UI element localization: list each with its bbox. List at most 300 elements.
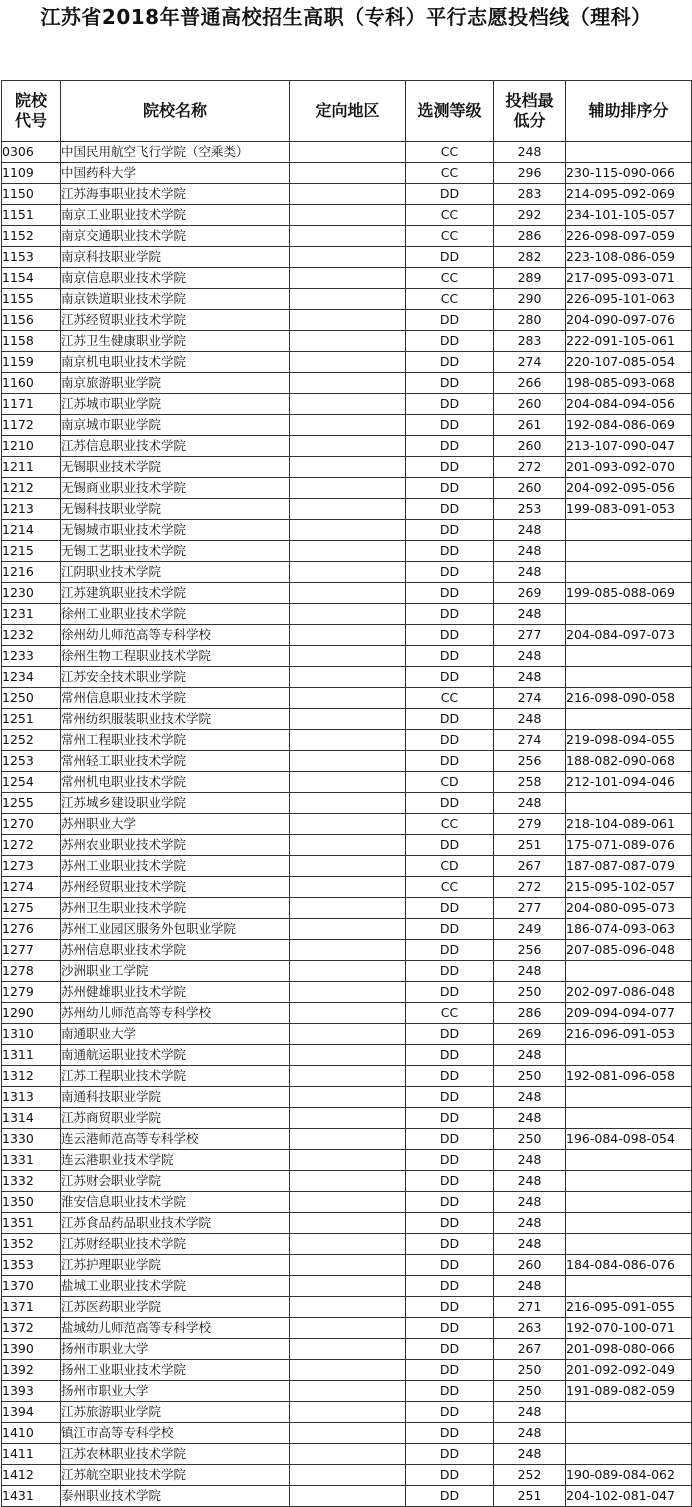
table-row: [2, 709, 692, 730]
cell-region: [290, 1150, 406, 1171]
cell-test-level: DD: [406, 1066, 494, 1087]
cell-test-level: DD: [406, 562, 494, 583]
cell-region: [290, 982, 406, 1003]
table-row: [2, 394, 692, 415]
cell-aux-sort-score: 226-095-101-063: [566, 289, 692, 310]
cell-aux-sort-score: 192-084-086-069: [566, 415, 692, 436]
cell-min-score: 248: [494, 541, 566, 562]
table-row: [2, 436, 692, 457]
cell-region: [290, 1255, 406, 1276]
table-row: [2, 1150, 692, 1171]
cell-region: [290, 961, 406, 982]
cell-school-code: 1276: [2, 919, 61, 940]
cell-region: [290, 625, 406, 646]
cell-school-name: 南京科技职业学院: [61, 247, 290, 268]
cell-school-code: 1279: [2, 982, 61, 1003]
cell-school-name: 苏州工业职业技术学院: [61, 856, 290, 877]
cell-region: [290, 457, 406, 478]
cell-school-code: 1151: [2, 205, 61, 226]
cell-region: [290, 1066, 406, 1087]
cell-min-score: 266: [494, 373, 566, 394]
cell-min-score: 248: [494, 1192, 566, 1213]
cell-aux-sort-score: 218-104-089-061: [566, 814, 692, 835]
cell-aux-sort-score: 204-084-094-056: [566, 394, 692, 415]
cell-test-level: DD: [406, 625, 494, 646]
cell-aux-sort-score: 204-080-095-073: [566, 898, 692, 919]
table-row: [2, 982, 692, 1003]
cell-test-level: DD: [406, 478, 494, 499]
cell-region: [290, 1276, 406, 1297]
cell-region: [290, 1423, 406, 1444]
table-row: [2, 1129, 692, 1150]
cell-aux-sort-score: [566, 1402, 692, 1423]
cell-min-score: 248: [494, 1087, 566, 1108]
cell-min-score: 252: [494, 1465, 566, 1486]
table-row: [2, 1213, 692, 1234]
cell-school-name: 中国民用航空飞行学院（空乘类）: [61, 142, 290, 163]
table-row: [2, 793, 692, 814]
cell-test-level: CC: [406, 814, 494, 835]
page-title: 江苏省2018年普通高校招生高职（专科）平行志愿投档线（理科）: [40, 5, 652, 29]
cell-school-code: 1250: [2, 688, 61, 709]
cell-test-level: CC: [406, 877, 494, 898]
cell-test-level: DD: [406, 1087, 494, 1108]
cell-test-level: DD: [406, 583, 494, 604]
cell-school-code: 1390: [2, 1339, 61, 1360]
cell-region: [290, 268, 406, 289]
cell-school-name: 扬州市职业大学: [61, 1339, 290, 1360]
cell-aux-sort-score: 201-098-080-066: [566, 1339, 692, 1360]
cell-school-name: 南京旅游职业学院: [61, 373, 290, 394]
cell-school-name: 无锡商业职业技术学院: [61, 478, 290, 499]
cell-min-score: 253: [494, 499, 566, 520]
cell-school-code: 1310: [2, 1024, 61, 1045]
cell-school-code: 1410: [2, 1423, 61, 1444]
cell-test-level: DD: [406, 898, 494, 919]
cell-aux-sort-score: [566, 541, 692, 562]
cell-region: [290, 1360, 406, 1381]
cell-min-score: 250: [494, 1381, 566, 1402]
cell-region: [290, 163, 406, 184]
cell-aux-sort-score: 209-094-094-077: [566, 1003, 692, 1024]
cell-school-code: 1412: [2, 1465, 61, 1486]
cell-aux-sort-score: 223-108-086-059: [566, 247, 692, 268]
table-row: [2, 1276, 692, 1297]
cell-school-name: 江阴职业技术学院: [61, 562, 290, 583]
cell-min-score: 269: [494, 583, 566, 604]
cell-school-code: 1332: [2, 1171, 61, 1192]
cell-school-name: 盐城幼儿师范高等专科学校: [61, 1318, 290, 1339]
cell-school-code: 1150: [2, 184, 61, 205]
cell-test-level: DD: [406, 1465, 494, 1486]
cell-school-code: 1330: [2, 1129, 61, 1150]
header-region: 定向地区: [290, 81, 406, 142]
cell-region: [290, 1171, 406, 1192]
cell-test-level: DD: [406, 1255, 494, 1276]
cell-aux-sort-score: 202-097-086-048: [566, 982, 692, 1003]
table-row: [2, 961, 692, 982]
cell-min-score: 248: [494, 1234, 566, 1255]
cell-aux-sort-score: [566, 646, 692, 667]
cell-school-name: 苏州卫生职业技术学院: [61, 898, 290, 919]
cell-school-code: 1274: [2, 877, 61, 898]
table-row: [2, 1171, 692, 1192]
cell-test-level: DD: [406, 1150, 494, 1171]
cell-min-score: 260: [494, 394, 566, 415]
cell-school-name: 南京工业职业技术学院: [61, 205, 290, 226]
cell-school-name: 江苏航空职业技术学院: [61, 1465, 290, 1486]
cell-aux-sort-score: 190-089-084-062: [566, 1465, 692, 1486]
cell-aux-sort-score: 204-090-097-076: [566, 310, 692, 331]
cell-region: [290, 877, 406, 898]
cell-school-name: 扬州市职业大学: [61, 1381, 290, 1402]
cell-school-name: 徐州工业职业技术学院: [61, 604, 290, 625]
cell-school-code: 1232: [2, 625, 61, 646]
cell-region: [290, 919, 406, 940]
cell-min-score: 274: [494, 352, 566, 373]
table-row: [2, 520, 692, 541]
table-row: [2, 814, 692, 835]
cell-region: [290, 1297, 406, 1318]
cell-region: [290, 394, 406, 415]
cell-test-level: CC: [406, 1003, 494, 1024]
cell-min-score: 248: [494, 1150, 566, 1171]
cell-school-name: 苏州农业职业技术学院: [61, 835, 290, 856]
cell-school-name: 无锡城市职业技术学院: [61, 520, 290, 541]
cell-test-level: DD: [406, 1486, 494, 1507]
cell-school-code: 1431: [2, 1486, 61, 1507]
cell-school-code: 1160: [2, 373, 61, 394]
table-row: [2, 1108, 692, 1129]
cell-school-code: 1394: [2, 1402, 61, 1423]
cell-aux-sort-score: [566, 1213, 692, 1234]
cell-school-code: 1352: [2, 1234, 61, 1255]
table-row: [2, 1423, 692, 1444]
cell-aux-sort-score: 216-098-090-058: [566, 688, 692, 709]
table-row: [2, 1234, 692, 1255]
cell-min-score: 248: [494, 793, 566, 814]
cell-test-level: DD: [406, 1381, 494, 1402]
cell-region: [290, 1129, 406, 1150]
cell-min-score: 250: [494, 1066, 566, 1087]
cell-aux-sort-score: [566, 1192, 692, 1213]
header-level: 选测等级: [406, 81, 494, 142]
cell-school-name: 连云港师范高等专科学校: [61, 1129, 290, 1150]
cell-test-level: DD: [406, 940, 494, 961]
cell-aux-sort-score: 201-092-092-049: [566, 1360, 692, 1381]
cell-test-level: DD: [406, 499, 494, 520]
cell-aux-sort-score: [566, 709, 692, 730]
cell-school-name: 常州信息职业技术学院: [61, 688, 290, 709]
cell-school-name: 南通科技职业学院: [61, 1087, 290, 1108]
cell-region: [290, 226, 406, 247]
cell-min-score: 279: [494, 814, 566, 835]
cell-test-level: DD: [406, 1297, 494, 1318]
cell-test-level: CC: [406, 226, 494, 247]
cell-school-name: 沙洲职业工学院: [61, 961, 290, 982]
cell-min-score: 296: [494, 163, 566, 184]
cell-school-name: 苏州职业大学: [61, 814, 290, 835]
cell-school-code: 1312: [2, 1066, 61, 1087]
cell-school-name: 常州纺织服装职业技术学院: [61, 709, 290, 730]
cell-min-score: 250: [494, 1129, 566, 1150]
cell-min-score: 256: [494, 940, 566, 961]
cell-school-code: 1215: [2, 541, 61, 562]
cell-aux-sort-score: 201-093-092-070: [566, 457, 692, 478]
cell-school-name: 南京城市职业学院: [61, 415, 290, 436]
cell-school-name: 淮安信息职业技术学院: [61, 1192, 290, 1213]
cell-min-score: 248: [494, 1402, 566, 1423]
cell-school-name: 连云港职业技术学院: [61, 1150, 290, 1171]
cell-school-name: 江苏商贸职业学院: [61, 1108, 290, 1129]
cell-school-code: 1213: [2, 499, 61, 520]
cell-region: [290, 205, 406, 226]
cell-min-score: 248: [494, 1108, 566, 1129]
table-row: [2, 604, 692, 625]
cell-school-name: 无锡科技职业学院: [61, 499, 290, 520]
cell-min-score: 290: [494, 289, 566, 310]
table-row: [2, 1486, 692, 1507]
table-row: [2, 142, 692, 163]
cell-test-level: DD: [406, 331, 494, 352]
cell-aux-sort-score: 184-084-086-076: [566, 1255, 692, 1276]
cell-aux-sort-score: 219-098-094-055: [566, 730, 692, 751]
cell-test-level: CD: [406, 856, 494, 877]
table-row: [2, 1444, 692, 1465]
cell-min-score: 277: [494, 898, 566, 919]
cell-school-name: 苏州健雄职业技术学院: [61, 982, 290, 1003]
cell-school-name: 泰州职业技术学院: [61, 1486, 290, 1507]
cell-school-code: 1172: [2, 415, 61, 436]
cell-min-score: 248: [494, 1423, 566, 1444]
cell-aux-sort-score: [566, 961, 692, 982]
cell-aux-sort-score: 226-098-097-059: [566, 226, 692, 247]
cell-region: [290, 1213, 406, 1234]
table-row: [2, 772, 692, 793]
cell-min-score: 248: [494, 1171, 566, 1192]
cell-school-code: 1231: [2, 604, 61, 625]
cell-aux-sort-score: 214-095-092-069: [566, 184, 692, 205]
cell-test-level: DD: [406, 793, 494, 814]
cell-min-score: 248: [494, 709, 566, 730]
cell-test-level: DD: [406, 751, 494, 772]
cell-test-level: DD: [406, 646, 494, 667]
cell-school-name: 江苏海事职业技术学院: [61, 184, 290, 205]
cell-school-code: 1233: [2, 646, 61, 667]
cell-test-level: CC: [406, 163, 494, 184]
cell-aux-sort-score: 213-107-090-047: [566, 436, 692, 457]
table-row: [2, 247, 692, 268]
cell-school-name: 江苏城市职业学院: [61, 394, 290, 415]
cell-region: [290, 520, 406, 541]
cell-school-code: 1156: [2, 310, 61, 331]
cell-region: [290, 814, 406, 835]
cell-test-level: DD: [406, 1171, 494, 1192]
cell-school-code: 1211: [2, 457, 61, 478]
cell-min-score: 248: [494, 142, 566, 163]
cell-min-score: 261: [494, 415, 566, 436]
cell-min-score: 248: [494, 667, 566, 688]
cell-test-level: DD: [406, 1024, 494, 1045]
table-row: [2, 688, 692, 709]
cell-aux-sort-score: 188-082-090-068: [566, 751, 692, 772]
cell-school-name: 江苏食品药品职业技术学院: [61, 1213, 290, 1234]
cell-school-code: 1234: [2, 667, 61, 688]
cell-school-code: 1153: [2, 247, 61, 268]
table-row: [2, 877, 692, 898]
cell-min-score: 248: [494, 520, 566, 541]
cell-region: [290, 289, 406, 310]
cell-region: [290, 373, 406, 394]
table-row: [2, 1045, 692, 1066]
cell-school-code: 1350: [2, 1192, 61, 1213]
cell-aux-sort-score: 216-095-091-055: [566, 1297, 692, 1318]
cell-school-code: 1159: [2, 352, 61, 373]
cell-school-code: 1311: [2, 1045, 61, 1066]
table-row: [2, 184, 692, 205]
cell-min-score: 274: [494, 730, 566, 751]
cell-school-name: 江苏建筑职业技术学院: [61, 583, 290, 604]
cell-min-score: 248: [494, 1213, 566, 1234]
cell-region: [290, 184, 406, 205]
cell-school-code: 1273: [2, 856, 61, 877]
cell-test-level: DD: [406, 1213, 494, 1234]
cell-test-level: DD: [406, 1192, 494, 1213]
cell-min-score: 251: [494, 835, 566, 856]
cell-aux-sort-score: [566, 1108, 692, 1129]
table-row: [2, 919, 692, 940]
cell-region: [290, 835, 406, 856]
cell-region: [290, 730, 406, 751]
table-row: [2, 331, 692, 352]
cell-test-level: DD: [406, 604, 494, 625]
table-row: [2, 541, 692, 562]
table-row: [2, 310, 692, 331]
cell-region: [290, 1003, 406, 1024]
cell-aux-sort-score: 207-085-096-048: [566, 940, 692, 961]
table-row: [2, 1066, 692, 1087]
cell-region: [290, 709, 406, 730]
cell-school-code: 1214: [2, 520, 61, 541]
cell-min-score: 260: [494, 478, 566, 499]
table-row: [2, 373, 692, 394]
cell-test-level: DD: [406, 1045, 494, 1066]
cell-min-score: 269: [494, 1024, 566, 1045]
cell-region: [290, 352, 406, 373]
cell-school-code: 1251: [2, 709, 61, 730]
cell-region: [290, 1381, 406, 1402]
table-header-row: [2, 81, 692, 142]
cell-school-name: 江苏卫生健康职业学院: [61, 331, 290, 352]
table-row: [2, 226, 692, 247]
cell-school-name: 江苏护理职业学院: [61, 1255, 290, 1276]
cell-school-code: 1270: [2, 814, 61, 835]
cell-aux-sort-score: 216-096-091-053: [566, 1024, 692, 1045]
table-row: [2, 856, 692, 877]
cell-school-code: 1351: [2, 1213, 61, 1234]
cell-school-code: 1212: [2, 478, 61, 499]
table-row: [2, 289, 692, 310]
cell-aux-sort-score: [566, 1234, 692, 1255]
cell-school-name: 江苏安全技术职业学院: [61, 667, 290, 688]
cell-region: [290, 499, 406, 520]
cell-min-score: 250: [494, 1360, 566, 1381]
cell-test-level: DD: [406, 1402, 494, 1423]
cell-region: [290, 247, 406, 268]
table-row: [2, 667, 692, 688]
cell-test-level: DD: [406, 1360, 494, 1381]
cell-test-level: DD: [406, 667, 494, 688]
cell-aux-sort-score: [566, 1171, 692, 1192]
cell-school-code: 1277: [2, 940, 61, 961]
cell-min-score: 267: [494, 1339, 566, 1360]
cell-aux-sort-score: 215-095-102-057: [566, 877, 692, 898]
cell-min-score: 272: [494, 877, 566, 898]
table-row: [2, 1318, 692, 1339]
cell-region: [290, 688, 406, 709]
cell-test-level: CC: [406, 268, 494, 289]
cell-region: [290, 415, 406, 436]
table-body: [2, 142, 692, 1507]
cell-min-score: 248: [494, 562, 566, 583]
cell-school-code: 1109: [2, 163, 61, 184]
cell-school-code: 1154: [2, 268, 61, 289]
cell-school-code: 1371: [2, 1297, 61, 1318]
cell-aux-sort-score: [566, 1087, 692, 1108]
table-row: [2, 646, 692, 667]
cell-aux-sort-score: 196-084-098-054: [566, 1129, 692, 1150]
cell-min-score: 286: [494, 1003, 566, 1024]
cell-region: [290, 667, 406, 688]
cell-region: [290, 142, 406, 163]
header-aux: 辅助排序分: [566, 81, 692, 142]
cell-school-code: 1393: [2, 1381, 61, 1402]
cell-school-name: 苏州经贸职业技术学院: [61, 877, 290, 898]
table-row: [2, 1003, 692, 1024]
cell-test-level: DD: [406, 541, 494, 562]
cell-min-score: 274: [494, 688, 566, 709]
cell-school-name: 常州机电职业技术学院: [61, 772, 290, 793]
cell-region: [290, 1024, 406, 1045]
cell-school-code: 1275: [2, 898, 61, 919]
cell-school-name: 中国药科大学: [61, 163, 290, 184]
cell-test-level: DD: [406, 520, 494, 541]
cell-school-name: 江苏农林职业技术学院: [61, 1444, 290, 1465]
cell-test-level: DD: [406, 247, 494, 268]
cell-test-level: DD: [406, 436, 494, 457]
cell-aux-sort-score: [566, 1150, 692, 1171]
cell-region: [290, 562, 406, 583]
cell-aux-sort-score: 212-101-094-046: [566, 772, 692, 793]
table-row: [2, 268, 692, 289]
cell-school-name: 江苏财经职业技术学院: [61, 1234, 290, 1255]
cell-min-score: 251: [494, 1486, 566, 1507]
table-row: [2, 1402, 692, 1423]
cell-school-code: 1290: [2, 1003, 61, 1024]
cell-region: [290, 856, 406, 877]
cell-school-name: 江苏城乡建设职业学院: [61, 793, 290, 814]
cell-aux-sort-score: [566, 1045, 692, 1066]
cell-min-score: 280: [494, 310, 566, 331]
cell-school-code: 1313: [2, 1087, 61, 1108]
cell-region: [290, 478, 406, 499]
cell-school-name: 徐州幼儿师范高等专科学校: [61, 625, 290, 646]
header-code: 院校代号: [2, 81, 61, 142]
cell-school-name: 苏州工业园区服务外包职业学院: [61, 919, 290, 940]
cell-aux-sort-score: [566, 604, 692, 625]
cell-test-level: DD: [406, 835, 494, 856]
cell-school-name: 镇江市高等专科学校: [61, 1423, 290, 1444]
